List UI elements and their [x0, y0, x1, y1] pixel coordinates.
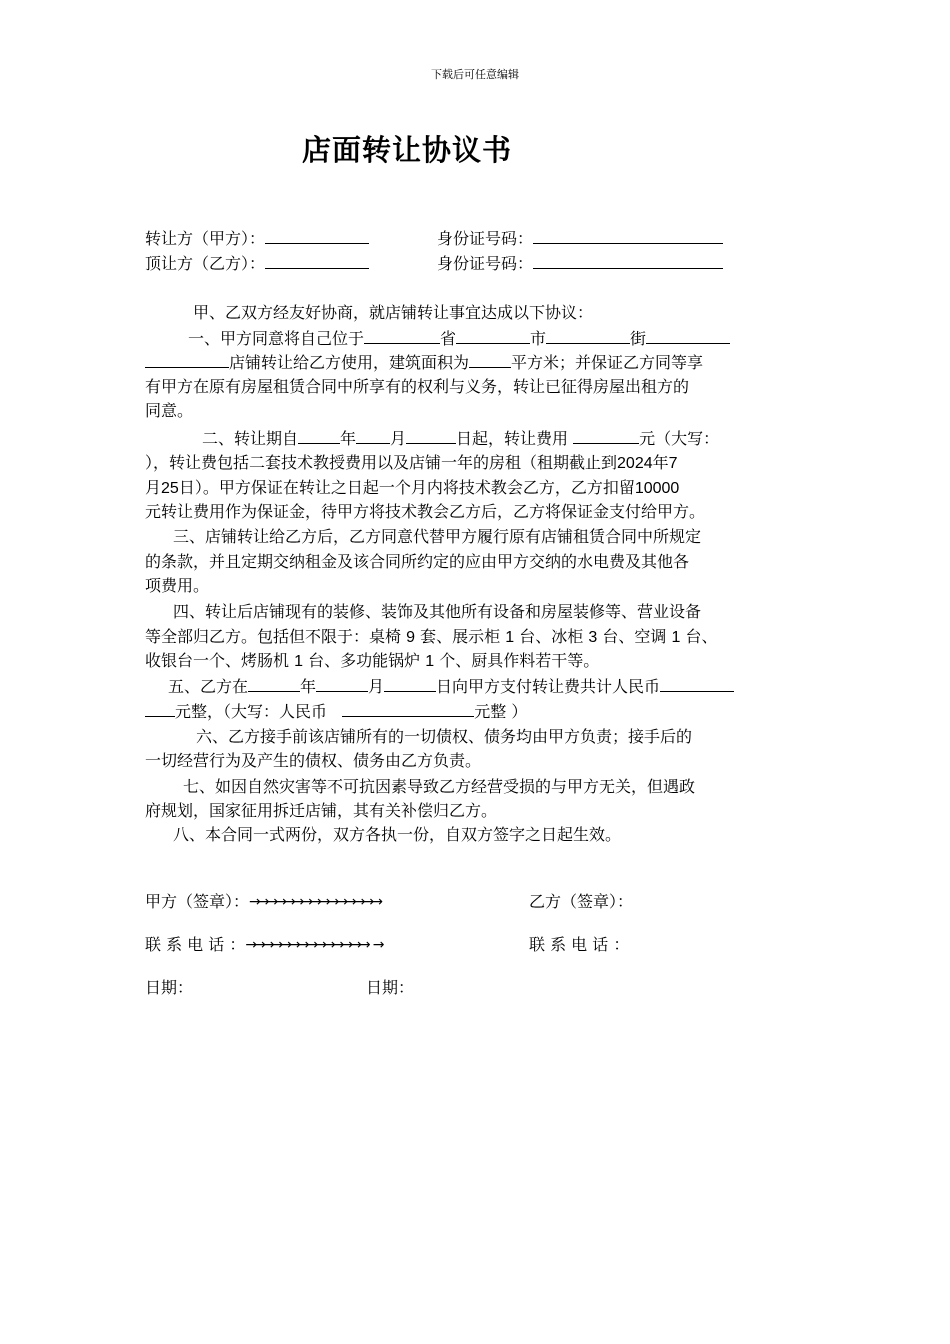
clause-1-text: 一、甲方同意将自己位于 [188, 329, 365, 348]
party-b-id-row [437, 251, 723, 276]
clause-4-line-3 [145, 649, 599, 674]
month-label: 月 [368, 677, 385, 696]
payment-month-blank[interactable] [316, 674, 368, 692]
clause-2-text: ），转让费包括二套技术教授费用以及店铺一年的房租（租期截止到 [145, 453, 618, 472]
deposit-amount: 10000 [634, 480, 680, 497]
phone-label-b: 联 系 电 话 ： [529, 935, 630, 954]
document-title: 店面转让协议书 [302, 133, 513, 167]
clause-2-text: 年 [652, 453, 669, 472]
clause-5-text: 元整 ） [474, 702, 528, 721]
city-label: 市 [530, 329, 547, 348]
end-day-number: 25 [161, 480, 179, 497]
start-year-blank[interactable] [298, 426, 340, 444]
clause-1-text: 店铺转让给乙方使用，建筑面积为 [229, 353, 470, 372]
payment-year-blank[interactable] [248, 674, 300, 692]
transferor-name-blank[interactable] [265, 226, 369, 244]
province-blank[interactable] [364, 326, 440, 344]
start-day-blank[interactable] [406, 426, 456, 444]
clause-3-line-2: 的条款，并且定期交纳租金及该合同所约定的应由甲方交纳的水电费及其他各 [145, 552, 690, 571]
clause-6-line-1: 六、乙方接手前该店铺所有的一切债权、债务均由甲方负责；接手后的 [196, 727, 693, 746]
area-blank[interactable] [469, 350, 511, 368]
street-label: 街 [630, 329, 647, 348]
clause-4-text: 台、多功能锅炉 [308, 651, 421, 670]
clause-5-line-2 [145, 699, 527, 724]
clause-4-text: 套、展示柜 [420, 627, 501, 646]
chairs-count: 9 [406, 629, 416, 646]
clause-1-line-4: 同意。 [145, 401, 194, 420]
party-a-id-row [437, 226, 723, 251]
clause-2-text: 元（大写： [639, 429, 720, 448]
clause-1-text: 平方米；并保证乙方同等享 [511, 353, 704, 372]
end-month-number: 7 [668, 455, 678, 472]
clause-2-text: 二、转让期自 [202, 429, 299, 448]
transferee-name-blank[interactable] [265, 251, 369, 269]
clause-4-text: 个、厨具作料若干等。 [439, 651, 600, 670]
clause-4-line-2 [145, 625, 717, 650]
payment-amount-blank[interactable] [660, 674, 734, 692]
payment-amount-continue-blank[interactable] [145, 699, 175, 717]
clause-4-text: 台、冰柜 [519, 627, 584, 646]
header-note: 下载后可任意编辑 [431, 68, 519, 81]
date-label-b: 日期： [366, 978, 415, 997]
aircon-count: 1 [671, 629, 681, 646]
transferor-label: 转让方（甲方）： [145, 229, 266, 248]
party-a-id-blank[interactable] [533, 226, 723, 244]
clause-1-line-3: 有甲方在原有房屋租赁合同中所享有的权利与义务，转让已征得房屋出租方的 [145, 377, 690, 396]
street-blank[interactable] [546, 326, 630, 344]
fee-amount-blank[interactable] [573, 426, 639, 444]
party-b-row [145, 251, 369, 276]
clause-8: 八、本合同一式两份，双方各执一份，自双方签字之日起生效。 [173, 825, 622, 844]
clause-5-line-1 [168, 674, 734, 699]
clause-3-line-3: 项费用。 [145, 576, 210, 595]
sausage-machine-count: 1 [294, 653, 304, 670]
clause-5-text: 日向甲方支付转让费共计人民币 [436, 677, 661, 696]
party-a-signature-row [145, 890, 380, 914]
freezer-count: 3 [588, 629, 598, 646]
clause-2-line-3 [145, 476, 679, 501]
end-year-number: 2024 [617, 455, 653, 472]
boiler-count: 1 [425, 653, 435, 670]
clause-4-text: 台、空调 [602, 627, 667, 646]
province-label: 省 [440, 329, 457, 348]
clause-4-line-1: 四、转让后店铺现有的装修、装饰及其他所有设备和房屋装修等、营业设备 [173, 602, 702, 621]
clause-4-text: 台、 [685, 627, 718, 646]
clause-1-line-2 [145, 350, 703, 375]
transferee-label: 顶让方（乙方）： [145, 254, 266, 273]
year-label: 年 [340, 429, 357, 448]
clause-5-text: 元整，（大写：人民币 [175, 702, 328, 721]
phone-arrow-mark: → [372, 937, 382, 953]
year-label: 年 [300, 677, 317, 696]
party-b-signature-label: 乙方（签章）： [529, 892, 634, 911]
clause-3-line-1: 三、店铺转让给乙方后，乙方同意代替甲方履行原有店铺租赁合同中所规定 [173, 527, 702, 546]
date-label-a: 日期： [145, 978, 194, 997]
clause-5-text: 五、乙方在 [168, 677, 249, 696]
party-a-signature-label: 甲方（签章）： [145, 892, 250, 911]
phone-label-a: 联 系 电 话 ： [145, 935, 246, 954]
clause-2-text: 日）。甲方保证在转让之日起一个月内将技术教会乙方，乙方扣留 [178, 478, 635, 497]
clause-4-text: 等全部归乙方。包括但不限于：桌椅 [145, 627, 402, 646]
clause-4-text: 收银台一个、烤肠机 [145, 651, 290, 670]
clause-2-line-4: 元转让费用作为保证金，待甲方将技术教会乙方后，乙方将保证金支付给甲方。 [145, 502, 706, 521]
signature-arrow-marks: →→→→→→→→→→→→→→→ [249, 894, 380, 910]
clause-6-line-2: 一切经营行为及产生的债权、债务由乙方负责。 [145, 751, 482, 770]
start-month-blank[interactable] [356, 426, 390, 444]
clause-7-line-1: 七、如因自然灾害等不可抗因素导致乙方经营受损的与甲方无关，但遇政 [183, 777, 696, 796]
intro-paragraph: 甲、乙双方经友好协商，就店铺转让事宜达成以下协议： [193, 303, 594, 322]
clause-2-text: 日起，转让费用 [456, 429, 569, 448]
id-label: 身份证号码： [437, 254, 534, 273]
clause-2-line-2 [145, 451, 678, 476]
clause-1-line-1 [188, 326, 730, 351]
phone-arrow-marks: →→→→→→→→→→→→→→ [245, 937, 368, 953]
address-continue-blank[interactable] [145, 350, 229, 368]
month-label: 月 [390, 429, 407, 448]
payment-day-blank[interactable] [384, 674, 436, 692]
city-blank[interactable] [456, 326, 530, 344]
party-b-id-blank[interactable] [533, 251, 723, 269]
id-label: 身份证号码： [437, 229, 534, 248]
clause-2-text: 月 [145, 478, 162, 497]
clause-2-line-1 [202, 426, 719, 451]
clause-7-line-2: 府规划，国家征用拆迁店铺，其有关补偿归乙方。 [145, 801, 498, 820]
phone-row-a [145, 933, 381, 957]
party-a-row [145, 226, 369, 251]
street-detail-blank[interactable] [646, 326, 730, 344]
payment-daxie-blank[interactable] [342, 699, 474, 717]
display-cabinet-count: 1 [505, 629, 515, 646]
